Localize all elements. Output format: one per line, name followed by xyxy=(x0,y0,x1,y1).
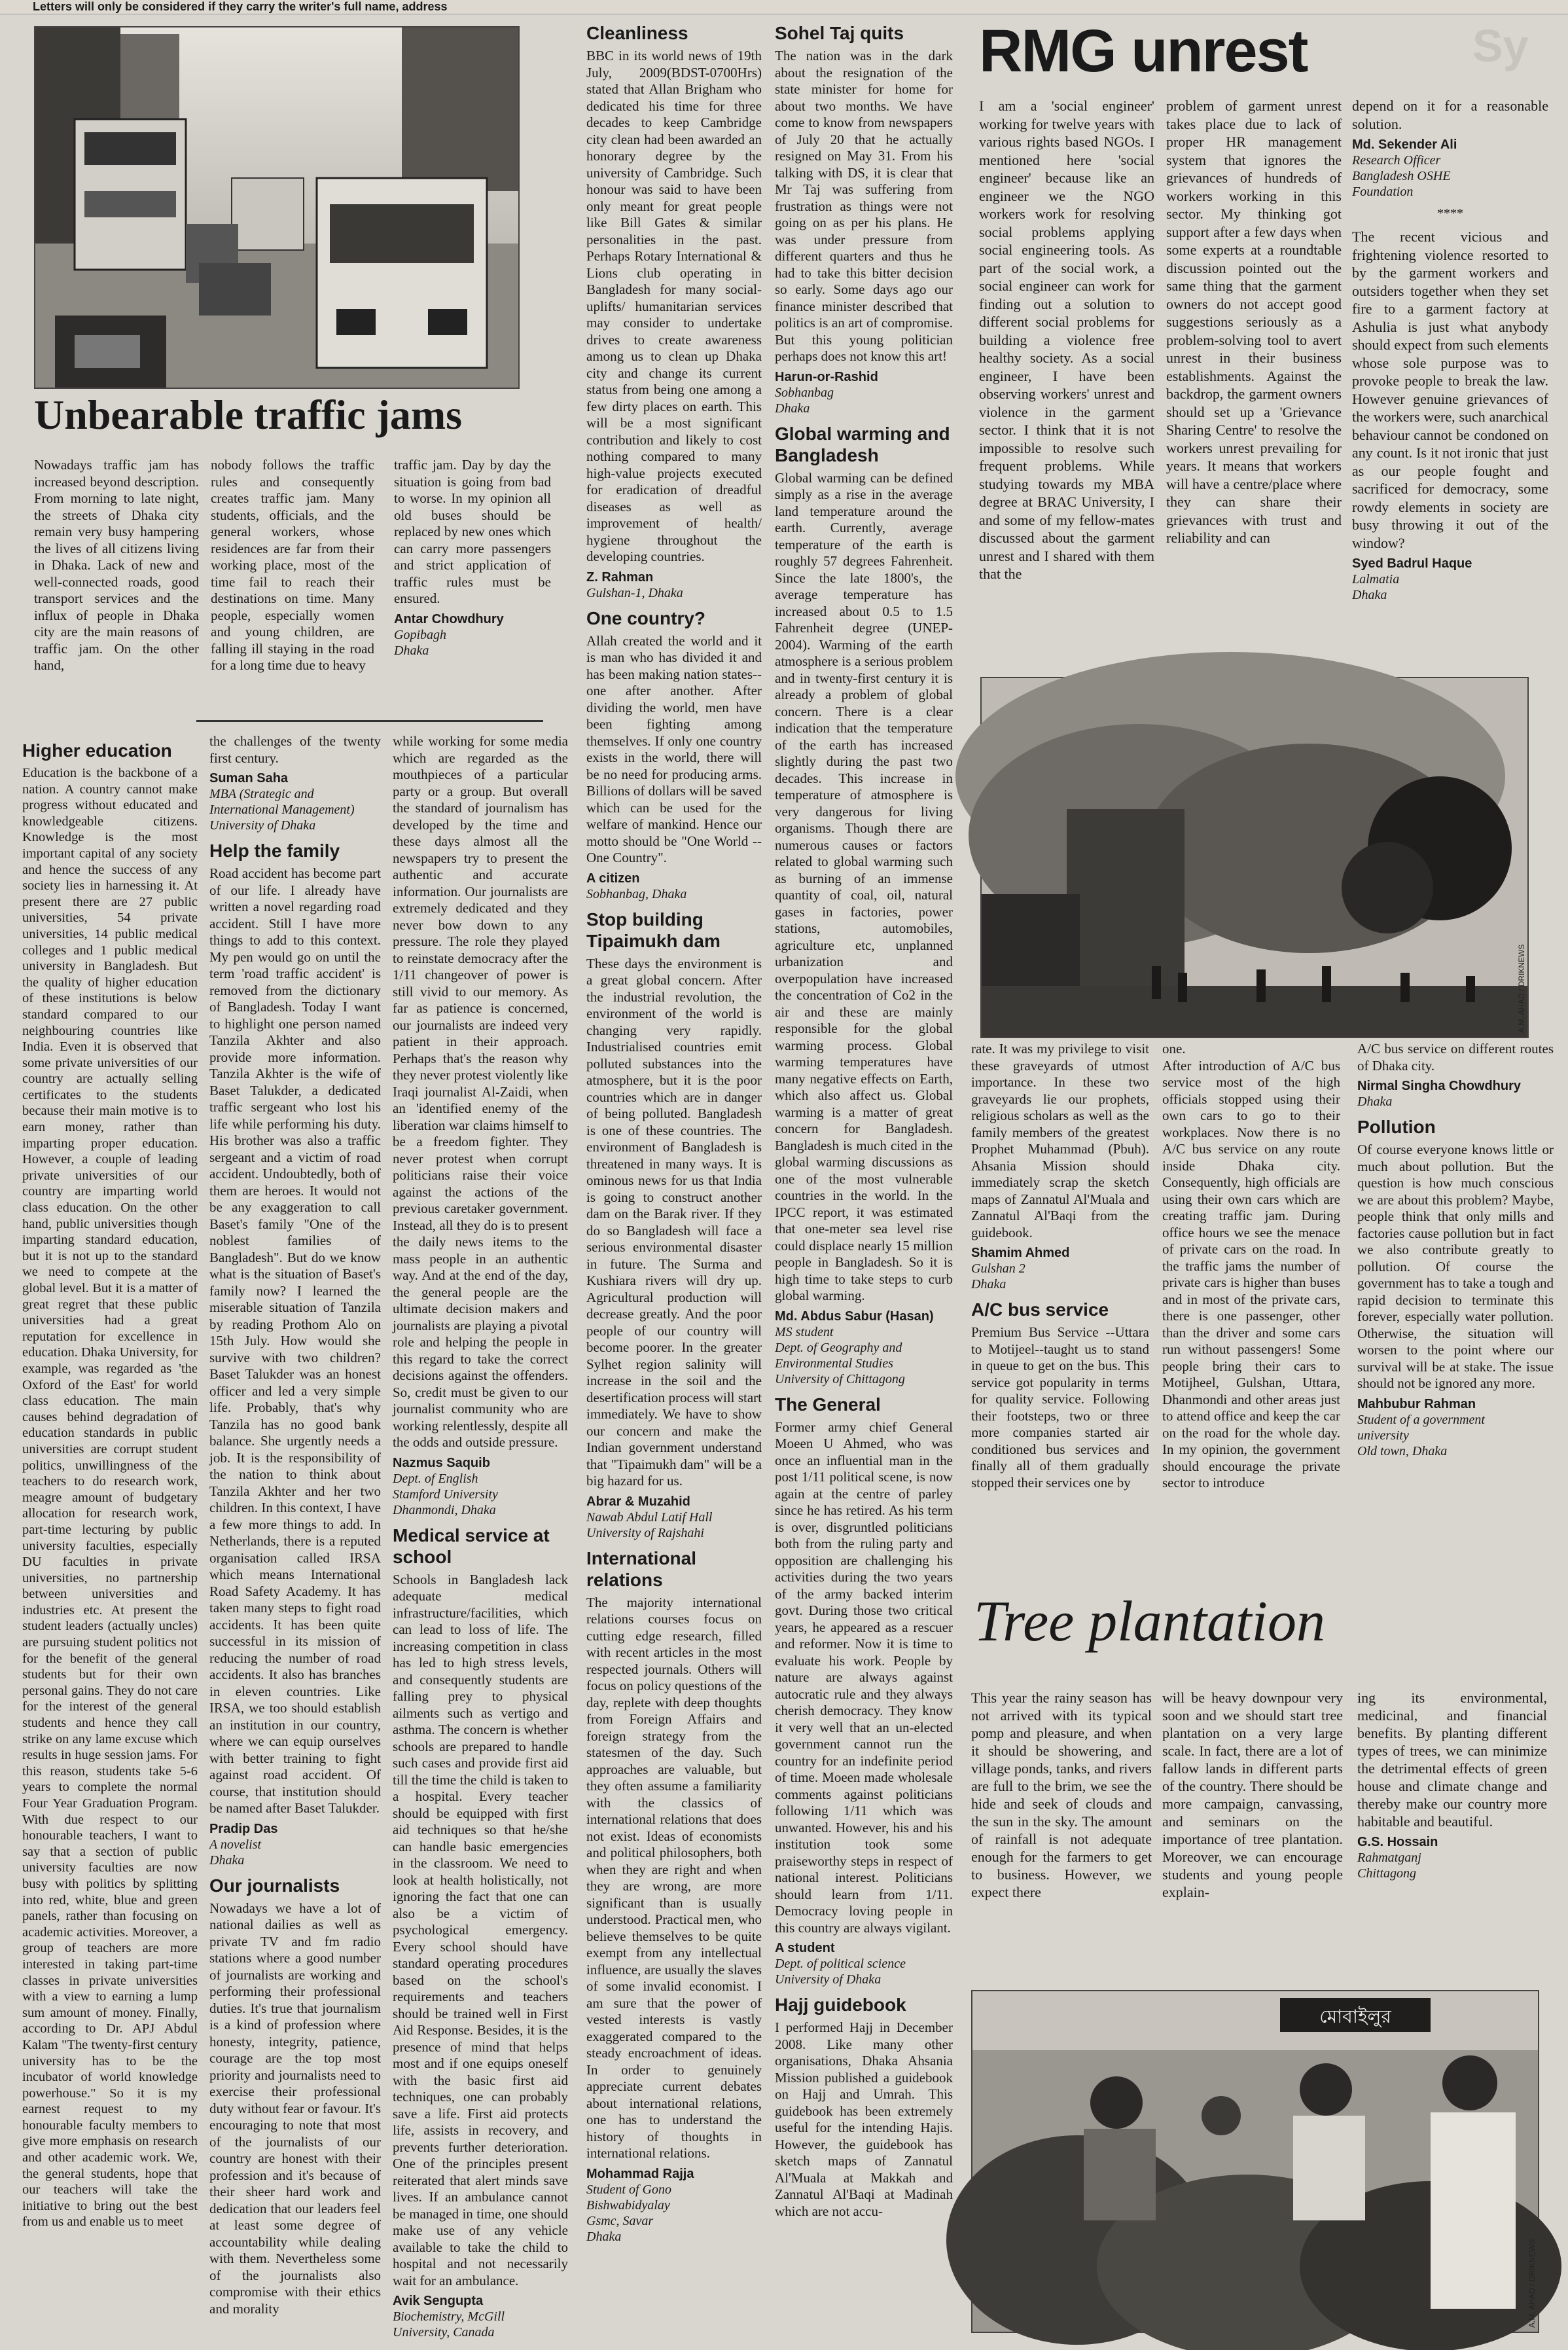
journalists-affiliation-2: Stamford University xyxy=(393,1487,498,1502)
higher-education-affiliation-1: MBA (Strategic and International Management) xyxy=(209,787,355,817)
ac-bus-body-3: A/C bus service on different routes of Dhaka city. xyxy=(1357,1041,1554,1074)
intl-relations-body: The majority international relations courses focus on cutting edge research, filled with recent articles in the most respected journals. Others will focus on policy questions of the day, replete with deep thoughts from Foreign Affairs and foreign strategy from the statesmen of the day. Such approaches are valuable, but they often assume a familiarity with the classics of international relations that does not exist. Ideas of economists and political philosophers, both when they are right and when they are wrong, are more significant than is usually understood. Practical men, who believe themselves to be quite exempt from any intellectual influence, are usually the slaves of some invalid economist. I am sure that the power of vested interests is vastly exaggerated compared to the steady encroachment of ideas. In order to genuinely appreciate current debates about international relations, one has to understand the history of thoughts in international relations. xyxy=(586,1594,762,2161)
global-warming-body: Global warming can be defined simply as a rise in the average land temperature around the earth. Currently, average temperature of the earth is roughly 57 degrees Fahrenheit. Since the late 1800's, the average temperature has increased about 0.5 to 1.5 Fahrenheit degree (UNEP-2004). Warming of the earth atmosphere is a serious problem and in twenty-first century it is already a problem of global concern. There is a clear indication that the temperature of the earth has increased slightly during the past two decades. This increase in temperature of atmosphere is very dangerous for living organisms. Though there are numerous causes or factors related to global warming such as burning of an immense quantity of coal, oil, natural gases in factories, power stations, automobiles, agriculture etc, unplanned urbanization and overpopulation have increased the concentration of Co2 in the air and these are mainly responsible for the global warming process. Global warming temperatures have many negative effects on Earth, which also affect us. Global warming is a matter of great concern for Bangladesh. Bangladesh is much cited in the global warming discussions as one of the most vulnerable countries in the world. In the IPCC report, it was estimated that one-meter sea level rise could displace nearly 15 million people in Bangladesh. So it is high time to take steps to curb global warming. xyxy=(775,469,953,1303)
rmg-col3 xyxy=(1352,97,1548,666)
intl-relations-signature: Mohammad Rajja xyxy=(586,2166,694,2181)
column-7 xyxy=(1162,1041,1340,1591)
tree-affiliation-1: Rahmatganj xyxy=(1357,1851,1421,1865)
higher-education-signature: Suman Saha xyxy=(209,771,289,786)
cleanliness-signature: Z. Rahman xyxy=(586,569,654,585)
tipaimukh-signature: Abrar & Muzahid xyxy=(586,1494,690,1509)
global-warming-title: Global warming and Bangladesh xyxy=(775,423,950,465)
traffic-affiliation-2: Dhaka xyxy=(394,643,429,658)
rmg-affiliation-2a: Lalmatia xyxy=(1352,572,1400,587)
traffic-col3 xyxy=(394,457,551,745)
help-family-title: Help the family xyxy=(209,841,340,861)
medical-affiliation-2: University, Canada xyxy=(393,2325,495,2340)
journalists-body: Nowadays we have a lot of national dailies as well as private TV and fm radio stations where a good number of journalists are working and performing their professional duties. It's true that journalism is a kind of profession where honesty, integrity, patience, courage are the top most priority and journalists need to exercise their professional duty without fear or favour. It's encouraging to note that most of the journalists of our country are honest with their profession and it's because of their sheer hard work and dedication that our leaders feel at least some degree of accountability while dealing with them. Nevertheless some of the journalists also compromise with their ethics and morality xyxy=(209,1900,381,2317)
sohel-taj-affiliation-2: Dhaka xyxy=(775,401,810,416)
rmg-col1 xyxy=(979,97,1154,666)
one-country-signature: A citizen xyxy=(586,871,640,886)
tree-affiliation-2: Chittagong xyxy=(1357,1866,1417,1881)
column-2 xyxy=(209,733,381,2330)
column-5 xyxy=(775,22,953,2333)
hajj-signature: Shamim Ahmed xyxy=(971,1246,1070,1260)
help-family-body: Road accident has become part of our life. I already have written a novel regarding road accident. Still I have more things to add to this context. My pen would go on until the term 'road traffic accident' is removed from the dictionary of Bangladesh. Today I want to highlight one person named Tanzila Akhter and also provide more information. Tanzila Akhter is the wife of Baset Talukder, a dedicated traffic sergeant who lost his life while performing his duty. His brother was also a traffic sergeant and a victim of road accident. Undoubtedly, both of them are heroes. It would not be any exaggeration to call Baset's family "One of the noblest families of Bangladesh". But do we know what is the situation of Baset's family now? I learned the miserable situation of Tanzila by reading Prothom Alo on 15th July. How would she survive with two children? Baset Talukder was an honest officer and led a very simple life. Probably, that's why Tanzila has no good bank balance. She urgently needs a job. It is the responsibility of the nation to think about Tanzila Akhter and her two children. In this context, I have a few more things to add. In Netherlands, there is a reputed organisation called IRSA which means International Road Safety Academy. It has taken many steps to fight road accidents. It has been quite successful in its mission of reducing the number of road accidents. It also has branches in eleven countries. Like IRSA, we too should establish an institution in our country, where we can equip ourselves with better training to fight against road accident. Of course, that institution should be named after Baset Talukder. xyxy=(209,865,381,1816)
tipaimukh-affiliation-2: University of Rajshahi xyxy=(586,1525,704,1540)
column-3 xyxy=(393,733,568,2340)
masthead-ghost: Sy xyxy=(1472,20,1529,71)
pollution-affiliation-2: university xyxy=(1357,1428,1409,1443)
factory-fire-photo xyxy=(980,677,1529,1038)
cleanliness-body: BBC in its world news of 19th July, 2009(BDST-0700Hrs) stated that Allan Brigham who dedicated his time for three decades to keep Cambridge city clean had been awarded an honorary degree by the university of Cambridge. Such honour was said to have been only meant for great people like Bill Gates & similar personalities in the past. Perhaps Rotary International & Lions club operating in Bangladesh for many social-uplifts/ humanitarian services may consider to undertake drives to create awareness among us to clean up Dhaka city and change its current status from being one among a few dirty places on earth. This will be a most significant contribution and likely to cost nothing compared to many high-value projects executed for eradication of dreadful diseases as well as improvement of health/ hygiene throughout the developing countries. xyxy=(586,48,762,564)
ac-bus-signature: Nirmal Singha Chowdhury xyxy=(1357,1079,1522,1093)
intl-relations-title: International relations xyxy=(586,1547,697,1590)
help-family-signature: Pradip Das xyxy=(209,1821,278,1836)
global-warming-affiliation-4: University of Chittagong xyxy=(775,1371,905,1386)
help-family-affiliation-1: A novelist xyxy=(209,1837,262,1852)
medical-affiliation-1: Biochemistry, McGill xyxy=(393,2309,505,2324)
medical-signature: Avik Sengupta xyxy=(393,2294,484,2308)
column-4 xyxy=(586,22,762,2333)
rmg-affiliation-2b: Dhaka xyxy=(1352,588,1387,602)
sohel-taj-body: The nation was in the dark about the resignation of the state minister for home for about two months. We have come to know from newspapers of July 20 that he actually resigned on May 31. From his talking with DS, it is clear that Mr Taj was suffering from frustration as things were not going on as per his plans. He was under pressure from different quarters and thus he had to take this bitter decision so early. Some days ago our finance minister described that politics is an art of compromise. But this young politician perhaps does not know this art! xyxy=(775,48,953,364)
rmg-body-2: problem of garment unrest takes place due to lack of proper HR management system that ignores the grievances of hundreds of workers working in this sector. My thinking got support after a few days when some experts at a roundtable discussion pointed out the same thing that the garment owners do not accept good suggestions seriously as a problem-solving tool to avert unrest in their business establishments. Against the backdrop, the garment owners should set up a 'Grievance Sharing Centre' to resolve the workers unrest prevailing for years. It means that workers will have a centre/place where they can share their grievances with trust and reliability and can xyxy=(1166,98,1342,546)
rmg-signature-1: Md. Sekender Ali xyxy=(1352,137,1457,152)
higher-education-affiliation-2: University of Dhaka xyxy=(209,818,316,833)
tree-col3 xyxy=(1357,1689,1547,1977)
global-warming-affiliation-3: Environmental Studies xyxy=(775,1356,893,1371)
general-body: Former army chief General Moeen U Ahmed, who was once an influential man in the post 1/11 political scene, is now again at the centre of parley since he has retired. As his term is over, disgruntled politicians both from the ruling party and opposition are challenging his activities during the two years of the army backed interim govt. During those two critical years, he appeared as a rescuer and reformer. Now it is time to evaluate his work. People by nature are always against autocratic rule and they always cherish democracy. They know it very well that an un-elected government cannot run the country for an indefinite period of time. Moeen made wholesale comments against politicians following 1/11 which was unwanted. However, his and his institution took some praiseworthy steps in respect of national interest. Politicians should learn from 1/11. Democracy loving people in this country are always vigilant. xyxy=(775,1419,953,1936)
ac-bus-body: Premium Bus Service --Uttara to Motijeel--taught us to stand in queue to get on the bus. This service got popularity in terms for quality service. Following their footsteps, two or three more companies started air conditioned bus services and finally all of them gradually stopped their services one by xyxy=(971,1324,1149,1491)
cleanliness-title: Cleanliness xyxy=(586,23,688,43)
one-country-body: Allah created the world and it is man who has divided it and has been making nation states--one after another. After dividing the world, men have been fighting among themselves. If only one country exists in the world, there will be no need for producing arms. Billions of dollars will be saved which can be used for the welfare of mankind. Hence our motto should be "One World --One Country". xyxy=(586,632,762,865)
intl-relations-affiliation-2: Bishwabidyalay xyxy=(586,2197,670,2213)
rmg-headline: RMG unrest xyxy=(979,18,1308,84)
traffic-headline: Unbearable traffic jams xyxy=(34,391,463,438)
hajj-body: I performed Hajj in December 2008. Like many other organisations, Dhaka Ahsania Mission published a guidebook on Hajj and Umrah. This guidebook has been extremely useful for the intending Hajis. However, the guidebook has sketch maps of Zannatul Al'Muala at Makkah and Zannatul Al'Baqi at Madinah which are not accu- xyxy=(775,2019,953,2219)
ac-bus-affiliation: Dhaka xyxy=(1357,1094,1393,1109)
market-sign-text: মোবাইলুর xyxy=(1319,2006,1391,2027)
medical-title: Medical service at school xyxy=(393,1525,550,1567)
rmg-body-1: I am a 'social engineer' working for twelve years with various rights based NGOs. I mentioned here 'social engineer' because like an engineer we the NGO workers work for resolving social problems applying social engineering tools. As part of the social work, a social engineer can work for finding out a solution to different social problems for building a violence free healthy society. As a social engineer, I have been observing workers' unrest and violence in the garment sector. I think that it is not impossible to resolve such frequent problems. While studying towards my MBA degree at BRAC University, I and some of my fellow-mates discussed about the garment unrest and I shared with them that the xyxy=(979,98,1154,582)
tree-col1 xyxy=(971,1689,1152,1977)
general-title: The General xyxy=(775,1394,881,1415)
help-family-affiliation-2: Dhaka xyxy=(209,1853,245,1868)
sohel-taj-signature: Harun-or-Rashid xyxy=(775,369,878,384)
hajj-title: Hajj guidebook xyxy=(775,1995,906,2015)
journalists-affiliation-1: Dept. of English xyxy=(393,1471,478,1486)
traffic-affiliation-1: Gopibagh xyxy=(394,627,446,642)
rmg-body-3a: depend on it for a reasonable solution. xyxy=(1352,98,1548,132)
tipaimukh-title: Stop building Tipaimukh dam xyxy=(586,909,721,951)
traffic-body-3: traffic jam. Day by day the situation is going from bad to worse. In my opinion all old buses should be replaced by new ones which can carry more passengers and strict application of traffic rules must be ensured. xyxy=(394,457,551,606)
ac-bus-title: A/C bus service xyxy=(971,1299,1109,1320)
rmg-separator: **** xyxy=(1437,206,1463,221)
tipaimukh-affiliation-1: Nawab Abdul Latif Hall xyxy=(586,1509,713,1525)
market-photo-credit: A.M. AHAD / DRIKNEWS xyxy=(1527,2239,1537,2328)
traffic-signature: Antar Chowdhury xyxy=(394,611,504,626)
global-warming-affiliation-1: MS student xyxy=(775,1324,834,1339)
column-6 xyxy=(971,1041,1149,1591)
top-banner: Letters will only be considered if they carry the writer's full name, address xyxy=(0,0,1568,14)
ac-bus-body-2: After introduction of A/C bus service most of the high officials stopped using their own cars to go to their workplaces. Now there is no A/C bus service on any route inside Dhaka city. Consequently, high officials are using their own cars which are creating traffic jam. During office hours we see the menace of private cars on the road. In the traffic jams the number of private cars is higher than buses and in most of the private cars, there is one passenger, other than the driver and some cars run without passengers! Some people bring their cars to Motijheel, Gulshan, Uttara, Dhanmondi and other areas just to attend office and keep the car on the road for the whole day. In my opinion, the government should encourage the private sector to introduce xyxy=(1162,1057,1340,1491)
column-8 xyxy=(1357,1041,1554,1591)
sohel-taj-affiliation-1: Sobhanbag xyxy=(775,385,834,400)
traffic-body-2: nobody follows the traffic rules and consequently creates traffic jam. Many students, officials, and the general workers, whose residences are far from their working place, most of the time fail to reach their destinations on time. Many people, especially women and young children, are falling ill staying in the road for a long time due to heavy xyxy=(211,457,374,673)
journalists-title: Our journalists xyxy=(209,1875,340,1896)
global-warming-affiliation-2: Dept. of Geography and xyxy=(775,1340,902,1355)
traffic-photo xyxy=(34,26,520,389)
tipaimukh-body: These days the environment is a great global concern. After the industrial revolution, the environment of the world is changing very rapidly. Industrialised countries emit polluted substances into the atmosphere, but it is the poor countries which are in danger of being polluted. Bangladesh is one of these countries. The environment of Bangladesh is threatened in many ways. It is ominous news for us that India is going to construct another dam on the Barak river. If they do so Bangladesh will face a serious environmental disaster in future. The Surma and Kushiara rivers will dry up. Agricultural production will decrease greatly. And the poor people of our country will become poorer. In the greater Sylhet region salinity will increase in the soil and the desertification process will start immediately. We have to show our concern and make the Indian government understand that "Tipaimukh dam" will be a big hazard for us. xyxy=(586,955,762,1489)
pollution-body: Of course everyone knows little or much about pollution. But the question is how much conscious we are about this problem? Maybe, people think that only mills and factories cause pollution but in fact we also contribute greatly to pollution. Of course the government has to take a tough and rapid decision to terminate this forever, especially water pollution. Otherwise, the situation will worsen to the point where our survival will be at stake. The issue should not be ignored any more. xyxy=(1357,1142,1554,1391)
journalists-body-2: while working for some media which are regarded as the mouthpieces of a particular party or a group. But overall the standard of journalism has developed by the time and these days almost all the newspapers try to present the authentic and accurate information. Our journalists are extremely dedicated and they never bow down to any pressure. The role they played to reinstate democracy after the 1/11 changeover of power is still vivid to our memory. As far as patience is concerned, our journalists are indeed very patient in their approach. Perhaps that's the reason why they never protest violently like Iraqi journalist Al-Zaidi, when an 'identified enemy of the liberation war claims himself to be a freedom fighter. They never protest when corrupt politicians raise their voice against the actions of the previous caretaker government. Instead, all they do is to present the daily news items to the mass people in an authentic way. And at the end of the day, the general people are the ultimate decision makers and journalists are playing a pivotal role and helping the people in this regard to take the correct decisions against the offenders. So, credit must be given to our journalist community who are working relentlessly, despite all the odds and outside pressure. xyxy=(393,733,568,1450)
hajj-affiliation-1: Gulshan 2 xyxy=(971,1261,1025,1276)
global-warming-signature: Md. Abdus Sabur (Hasan) xyxy=(775,1309,934,1324)
tree-headline: Tree plantation xyxy=(974,1590,1325,1654)
higher-education-title: Higher education xyxy=(22,740,172,761)
traffic-col2 xyxy=(211,457,374,745)
higher-education-tail: the challenges of the twenty first century. xyxy=(209,733,381,766)
higher-education-column xyxy=(22,733,198,2330)
traffic-col1 xyxy=(34,457,199,745)
intl-relations-affiliation-4: Dhaka xyxy=(586,2229,622,2244)
rmg-affiliation-1b: Bangladesh OSHE xyxy=(1352,169,1451,183)
one-country-title: One country? xyxy=(586,607,706,628)
journalists-signature: Nazmus Saquib xyxy=(393,1455,490,1470)
pollution-affiliation-1: Student of a government xyxy=(1357,1412,1485,1427)
pollution-signature: Mahbubur Rahman xyxy=(1357,1396,1476,1411)
higher-education-body: Education is the backbone of a nation. A country cannot make progress without educated and knowledgeable citizens. Knowledge is the most important capital of any society and hence the success of any society lies in harnessing it. At present there are 27 public universities, 54 private universities, 14 public medical colleges and 1 public medical university in Bangladesh. But the quality of higher education of these institutions is below standard compared to our neighbouring countries like India. Even it is observed that some private universities of our country are actually selling certificates to the students because their main motive is to earn money, rather than imparting proper education. However, a couple of leading private universities of our country are imparting world class education. On the other hand, public universities though imparting standard education, but it is not up to the standard we need to compete at the global level. But it is a matter of great regret that these public universities had a great reputation for excellence in education. Dhaka University, for example, was regarded as 'the Oxford of the East' for world class education. The main causes behind degradation of education standards in public universities are corrupt student politics, unwillingness of the teachers to do research work, meagre amount of budgetary allocation for research work, part-time lecturing by public university faculties, especially DU faculties in private universities, no partnership between universities and industries etc. At present the student leaders (actually uncles) are pursuing student politics not for the benefit of the general students but for their own personal gains. They do not care for the interest of the general students and hence they call strike on any lame excuse which results in huge session jams. For this reason, students take 5-6 years to complete the normal Four Year Graduation Program. With due respect to our honourable teachers, I want to say that a section of public university faculties are now busy with politics by splitting into red, white, blue and green panels, rather than focusing on academic activities. Moreover, a group of teachers are more interested in taking part-time classes in private universities with a view to earning a lump sum amount of money. Finally, according to Dr. APJ Abdul Kalam "The twenty-first century university has to be the incubator of world knowledge powerhouse." So it is my earnest request to my honourable faculty members to give more emphasis on research and other academic work. We, the general students, hope that our teachers will take the initiative to bring out the best from us and enable us to meet xyxy=(22,766,198,2230)
medical-body: Schools in Bangladesh lack adequate medical infrastructure/facilities, which can lead to loss of life. The increasing competition in class has led to high stress levels, and consequently students are falling prey to physical ailments such as vertigo and asthma. The concern is whether schools are prepared to handle such cases and provide first aid till the time the child is taken to a hospital. Every teacher should be equipped with first aid techniques so that he/she can handle basic emergencies in the classroom. We need to look at health holistically, not ignoring the fact that one can also be a victim of psychological emergency. Every school should have standard operating procedures based on the school's requirements and teachers should be trained well in First Aid Response. Besides, it is the presence of mind that helps most and if one equips oneself with the basic first aid techniques, one can probably save a life. First aid protects life, assists in recovery, and prevents further deterioration. One of the principles present reiterated that alert minds save lives. If an ambulance cannot be managed in time, one should make use of any vehicle available to take the child to hospital and not necessarily wait for an ambulance. xyxy=(393,1571,568,2288)
rmg-col2 xyxy=(1166,97,1342,666)
tree-body-3: ing its environmental, medicinal, and financial benefits. By planting different types of trees, we can minimize the detrimental effects of green house and climate change and thereby make our country more habitable and beautiful. xyxy=(1357,1690,1547,1830)
tree-col2 xyxy=(1162,1689,1343,1977)
tree-signature: G.S. Hossain xyxy=(1357,1835,1438,1849)
pollution-affiliation-3: Old town, Dhaka xyxy=(1357,1443,1448,1458)
ac-bus-tail: one. xyxy=(1162,1041,1186,1057)
traffic-rule xyxy=(196,720,543,722)
hajj-body-2: rate. It was my privilege to visit these graveyards of utmost importance. In these two graveyards lie our prophets, religious scholars as well as the family members of the greatest Prophet Muhammad (Pbuh). Ahsania Mission should immediately scrap the sketch maps of Zannatul Al'Muala and Zannatul Al'Baqi from the guidebook. xyxy=(971,1041,1149,1240)
plant-market-photo xyxy=(971,1990,1539,2333)
hajj-affiliation-2: Dhaka xyxy=(971,1277,1007,1292)
traffic-body-1: Nowadays traffic jam has increased beyond description. From morning to late night, the streets of Dhaka city remain very busy hampering the lives of all citizens living in Dhaka. Lack of new and well-connected roads, good transport services and the influx of people in Dhaka city are the main reasons of traffic jam. On the other hand, xyxy=(34,457,199,673)
general-affiliation-2: University of Dhaka xyxy=(775,1972,882,1987)
pollution-title: Pollution xyxy=(1357,1117,1436,1137)
journalists-affiliation-3: Dhanmondi, Dhaka xyxy=(393,1502,496,1517)
one-country-affiliation: Sobhanbag, Dhaka xyxy=(586,886,687,901)
rmg-affiliation-1a: Research Officer xyxy=(1352,153,1441,168)
rmg-affiliation-1c: Foundation xyxy=(1352,185,1414,199)
rmg-body-3b: The recent vicious and frightening violence resorted to by the garment workers and outsiders together when they set fire to a garment factory at Ashulia is just what anybody should expect from such elements whose sole purpose was to provoke people to break the law. However genuine grievances of the workers were, such anarchical behaviour cannot be condoned on any count. Is it not ironic that just as our people fought and sacrificed for democracy, some rowdy elements in society are busy throwing it out of the window? xyxy=(1352,228,1548,551)
intl-relations-affiliation-3: Gsmc, Savar xyxy=(586,2213,654,2228)
rmg-signature-2: Syed Badrul Haque xyxy=(1352,556,1472,571)
tree-body-1: This year the rainy season has not arrived with its typical pomp and pleasure, and when it should be showering, and village ponds, tanks, and rivers are full to the brim, we see the hide and seek of clouds and the sun in the sky. The amount of rainfall is not adequate enough for the farmers to get to business. However, we expect there xyxy=(971,1690,1152,1900)
general-signature: A student xyxy=(775,1941,835,1955)
tree-body-2: will be heavy downpour very soon and we should start tree plantation on a very large scale. In fact, there are a lot of fallow lands in different parts of the country. There should be more campaign, canvassing, and seminars on the importance of tree plantation. Moreover, we can encourage students and young people explain- xyxy=(1162,1690,1343,1900)
sohel-taj-title: Sohel Taj quits xyxy=(775,23,904,43)
cleanliness-affiliation: Gulshan-1, Dhaka xyxy=(586,585,683,600)
general-affiliation-1: Dept. of political science xyxy=(775,1957,906,1971)
intl-relations-affiliation-1: Student of Gono xyxy=(586,2182,671,2197)
fire-photo-credit: A.M. AHAD / DRIKNEWS xyxy=(1517,944,1526,1033)
